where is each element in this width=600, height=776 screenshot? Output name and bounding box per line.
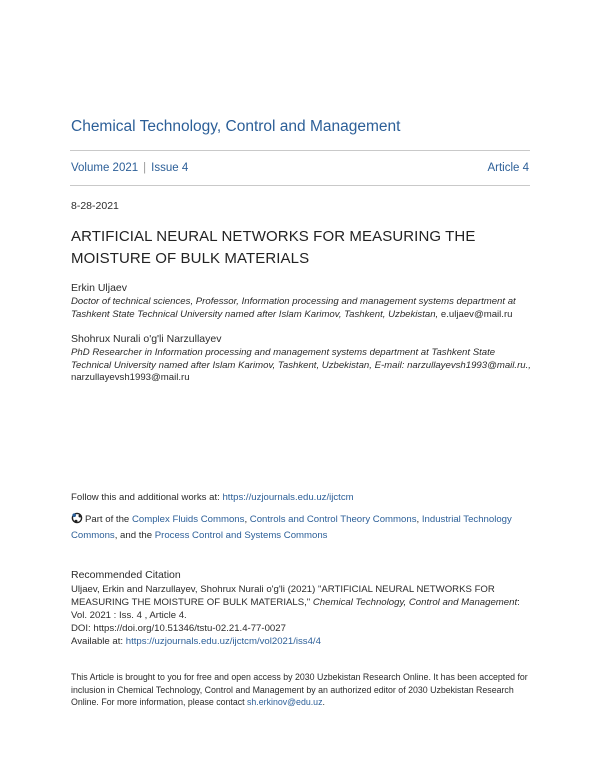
author-name-2: Shohrux Nurali o'g'li Narzullayev xyxy=(71,333,222,345)
divider-top xyxy=(70,150,530,151)
citation-doi: DOI: https://doi.org/10.51346/tstu-02.21.4-77-0027 xyxy=(71,623,286,634)
recommended-citation xyxy=(71,583,533,648)
contact-email-link[interactable]: sh.erkinov@edu.uz xyxy=(247,697,323,707)
journal-title[interactable]: Chemical Technology, Control and Management xyxy=(71,118,401,135)
author-affiliation-1 xyxy=(71,296,533,321)
affiliation-text: Doctor of technical sciences, Professor, Information processing and management systems department at Tashkent State Technical University named after Islam Karimov, Tashkent, Uzbekistan, xyxy=(71,296,516,320)
separator: | xyxy=(143,162,147,174)
commons-link-industrial-technology[interactable]: Industrial Technology Commons xyxy=(71,514,512,541)
issue-link[interactable]: Issue 4 xyxy=(151,162,189,174)
separator: , xyxy=(244,514,248,525)
citation-authors: Uljaev, Erkin and Narzullayev, Shohrux Nurali o'g'li (2021) "ARTIFICIAL NEURAL NETWORKS FOR MEASURING THE MOISTURE OF BULK MATERIALS," xyxy=(71,584,495,608)
recommended-citation-heading: Recommended Citation xyxy=(71,569,181,581)
follow-link[interactable]: https://uzjournals.edu.uz/ijctcm xyxy=(222,492,354,503)
available-link[interactable]: https://uzjournals.edu.uz/ijctcm/vol2021/iss4/4 xyxy=(125,636,321,647)
author-email: narzullayevsh1993@mail.ru xyxy=(71,372,190,384)
publication-date: 8-28-2021 xyxy=(71,200,119,212)
footer-text: This Article is brought to you for free and open access by 2030 Uzbekistan Research Online. It has been accepted for inclusion in Chemical Technology, Control and Management by an authorized editor of 2030 Uzbekistan Research Online. For more information, please contact xyxy=(71,672,528,707)
part-of-prefix: Part of the xyxy=(85,514,130,525)
author-name-1: Erkin Uljaev xyxy=(71,282,128,294)
author-email: e.uljaev@mail.ru xyxy=(440,308,513,320)
follow-line xyxy=(71,492,354,503)
part-of-commons xyxy=(71,512,533,544)
commons-link-complex-fluids[interactable]: Complex Fluids Commons xyxy=(131,514,245,525)
divider-bottom xyxy=(70,185,530,186)
footer-end: . xyxy=(322,697,325,707)
network-commons-icon xyxy=(71,512,83,524)
citation-journal: Chemical Technology, Control and Management xyxy=(312,597,518,608)
author-affiliation-2 xyxy=(71,347,533,385)
volume-link[interactable]: Volume 2021 xyxy=(71,162,139,174)
article-number-link[interactable]: Article 4 xyxy=(487,162,529,174)
open-access-notice xyxy=(71,671,533,709)
commons-link-controls[interactable]: Controls and Control Theory Commons xyxy=(249,514,417,525)
article-title: ARTIFICIAL NEURAL NETWORKS FOR MEASURING THE MOISTURE OF BULK MATERIALS xyxy=(71,228,476,267)
affiliation-text: PhD Researcher in Information processing and management systems department at Tashkent State Technical University named after Islam Karimov, Tashkent, Uzbekistan, E-mail: narzullayevsh1993@mail.ru., xyxy=(71,347,531,371)
volume-issue-line xyxy=(71,162,188,174)
separator: , and the xyxy=(114,530,153,541)
commons-link-process-control[interactable]: Process Control and Systems Commons xyxy=(154,530,328,541)
follow-text: Follow this and additional works at: xyxy=(71,492,220,503)
available-label: Available at: xyxy=(71,636,124,647)
separator: , xyxy=(416,514,420,525)
citation-details: : Vol. 2021 : Iss. 4 , Article 4. xyxy=(71,597,520,621)
